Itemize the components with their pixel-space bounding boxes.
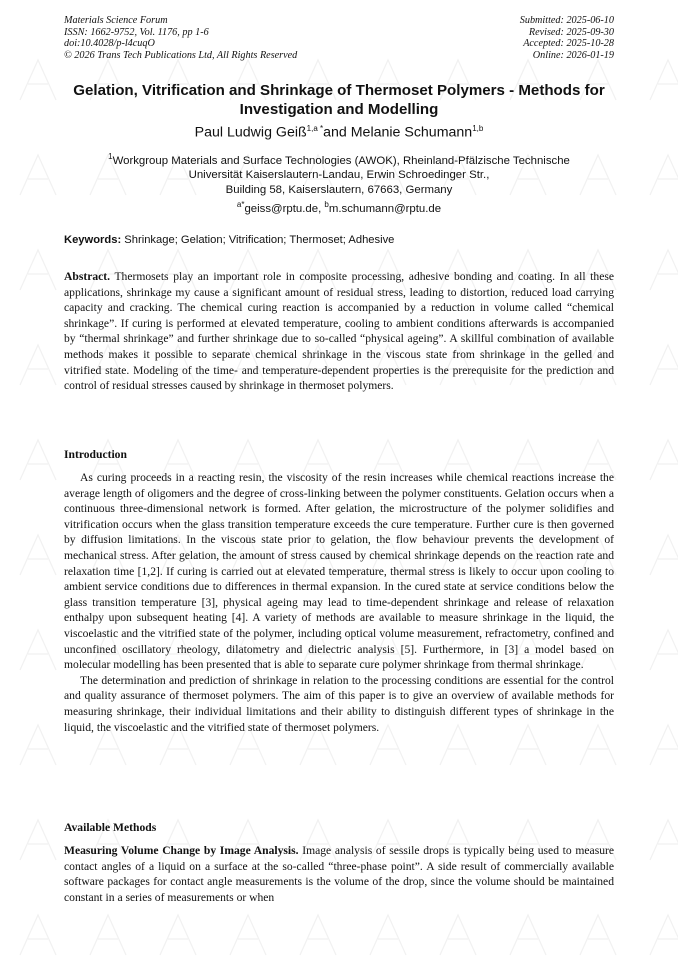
- journal-issn: ISSN: 1662-9752, Vol. 1176, pp 1-6: [64, 26, 209, 38]
- author-affiliation-mark: 1,b: [472, 124, 484, 133]
- affiliation-line: Workgroup Materials and Surface Technologies (AWOK), Rheinland-Pfälzische Technische: [112, 154, 570, 167]
- abstract: [64, 269, 614, 394]
- journal-name: Materials Science Forum: [64, 15, 168, 26]
- author-name: Paul Ludwig Geiß: [194, 124, 307, 141]
- journal-info: [64, 15, 297, 61]
- submitted-date: Submitted: 2025-06-10: [519, 15, 614, 26]
- email-mark: a*: [236, 200, 245, 209]
- methods-section: [64, 843, 614, 905]
- online-date: Online: 2026-01-19: [532, 49, 614, 61]
- methods-paragraph: Image analysis of sessile drops is typically being used to measure contact angles of a liquid on a surface at the so-called “three-phase point”. A side result of commercially available software packages for contact angle measurements is the volume of the drop, since the volume should be maintained constant in a series of measurements or when: [64, 844, 615, 904]
- journal-header: [64, 15, 614, 61]
- author-name: and Melanie Schumann: [323, 124, 473, 141]
- keywords: [64, 234, 614, 246]
- journal-copyright: © 2026 Trans Tech Publications Ltd, All Rights Reserved: [64, 49, 298, 61]
- accepted-date: Accepted: 2025-10-28: [523, 38, 614, 49]
- affiliation: [70, 150, 608, 197]
- affiliation-line: Building 58, Kaiserslautern, 67663, Germany: [225, 183, 453, 196]
- author-list: [64, 124, 614, 141]
- introduction-section: [64, 470, 614, 735]
- introduction-paragraph: As curing proceeds in a reacting resin, the viscosity of the resin increases while chemical reactions increase the average length of oligomers and the degree of cross-linking between the polymer constituents. Gelation occurs when a continuous three-dimensional network is formed. After gelation, the microstructure of the polymer solidifies and vitrification occurs when the glass transition temperature exceeds the cure temperature. Further cure is then governed by diffusion limitations. In the viscous state prior to gelation, the flow behaviour prevents the development of mechanical stress. After gelation, the amount of stress caused by chemical shrinkage depends on the reaction rate and relaxation time [1,2]. If curing is carried out at elevated temperature, thermal stress is likely to occur upon cooling to ambient service conditions due to differences in thermal expansion. In the cured state at service conditions below the glass transition temperature [3], physical ageing may lead to time-dependent shrinkage and release of relaxation enthalpy upon subsequent heating [4]. A variety of methods are available to measure shrinkage in the liquid, the viscoelastic and the vitrified state of the polymer, including optical volume measurement, refractometry, confined and unconfined oscillatory rheology, dilatometry and dielectric analysis [5]. Furthermore, in [3] a model based on molecular modelling has been presented that is able to separate cure polymer shrinkage from thermal shrinkage.: [64, 471, 614, 672]
- methods-subheading: Measuring Volume Change by Image Analysis.: [64, 844, 299, 857]
- paper-title: Gelation, Vitrification and Shrinkage of Thermoset Polymers - Methods for Investigation and Modelling: [73, 82, 605, 118]
- email-link[interactable]: m.schumann@rptu.de: [328, 202, 442, 215]
- revised-date: Revised: 2025-09-30: [528, 26, 614, 38]
- affiliation-mark: 1: [108, 152, 113, 161]
- keywords-text: Shrinkage; Gelation; Vitrification; Thermoset; Adhesive: [121, 234, 395, 246]
- affiliation-line: Universität Kaiserslautern-Landau, Erwin Schroedinger Str.,: [188, 169, 490, 182]
- abstract-label: Abstract.: [64, 270, 111, 283]
- keywords-label: Keywords:: [64, 234, 122, 246]
- journal-doi[interactable]: doi:10.4028/p-l4cuqO: [64, 38, 155, 49]
- section-heading-available-methods: Available Methods: [64, 821, 157, 834]
- publication-dates: [520, 15, 614, 61]
- section-heading-introduction: Introduction: [64, 448, 127, 461]
- introduction-paragraph: The determination and prediction of shrinkage in relation to the processing conditions are essential for the control and quality assurance of thermoset polymers. The aim of this paper is to give an overview of available methods for measuring shrinkage, their individual limitations and their ability to distinguish different types of shrinkage in the liquid, the viscoelastic and the vitrified state of thermoset polymers.: [64, 673, 614, 734]
- email-mark: b: [324, 200, 329, 209]
- abstract-text: Thermosets play an important role in composite processing, adhesive bonding and coating. In all these applications, shrinkage my cause a significant amount of residual stress, leading to distortion, reduced load carrying capacity and cracking. The chemical curing reaction is accompanied by a reduction in volume called “chemical shrinkage”. If curing is performed at elevated temperature, cooling to ambient conditions afterwards is accompanied by “thermal shrinkage” and further shrinkage due to so-called “physical ageing”. A skillful combination of available methods makes it possible to separate chemical shrinkage in the viscous state from shrinkage in the gelled and vitrified state. Modeling of the time- and temperature-dependent properties is the prerequisite for the prediction and control of residual stresses caused by shrinkage in thermoset polymers.: [64, 270, 614, 393]
- author-emails: [64, 200, 614, 215]
- email-link[interactable]: geiss@rptu.de,: [244, 202, 325, 215]
- author-affiliation-mark: 1,a *: [306, 124, 324, 133]
